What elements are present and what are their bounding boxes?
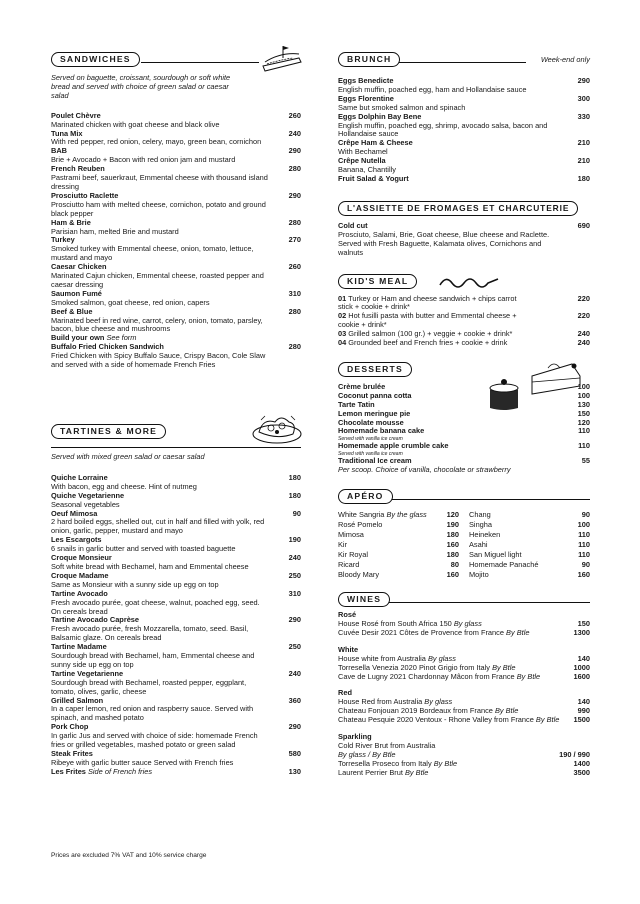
list-item: Heineken 110 bbox=[469, 530, 590, 540]
divider-line bbox=[51, 447, 301, 448]
list-item: Saumon Fumé 310 Smoked salmon, goat cheese, red onion, capers bbox=[51, 288, 301, 307]
list-item: Crêpe Ham & Cheese 210 With Bechamel bbox=[338, 138, 590, 157]
list-item: Beef & Blue 280 Marinated beef in red wine, carrot, celery, onion, tomato, parsley, bacon, blue cheese and mushrooms bbox=[51, 306, 301, 334]
list-item: White Sangria By the glass 120 bbox=[338, 510, 459, 520]
list-item: Chocolate mousse 120 bbox=[338, 417, 590, 427]
wine-category: White bbox=[338, 644, 359, 654]
list-item: Poulet Chèvre 260 Marinated chicken with goat cheese and black olive bbox=[51, 110, 301, 129]
divider-line bbox=[141, 62, 259, 63]
sandwich-illustration bbox=[259, 44, 305, 74]
sandwiches-title: SANDWICHES bbox=[51, 52, 140, 67]
list-item: Kir 160 bbox=[338, 540, 459, 550]
list-item: Coconut panna cotta 100 bbox=[338, 390, 590, 400]
cake-illustration bbox=[488, 350, 588, 412]
list-item: Quiche Vegetarienne 180 Seasonal vegetables bbox=[51, 490, 301, 509]
list-item: Tartine Avocado Caprèse 290 Fresh avocado purée, fresh Mozzarella, tomato, seed. Basil, Balsamic glaze. On cereals bread bbox=[51, 615, 301, 643]
list-item: Mojito 160 bbox=[469, 570, 590, 580]
desserts-title: DESSERTS bbox=[338, 362, 412, 377]
list-item: Chang 90 bbox=[469, 510, 590, 520]
list-item: Tartine Vegetarienne 240 Sourdough bread with Bechamel, roasted pepper, eggplant, tomato, olives, garlic, cheese bbox=[51, 668, 301, 696]
list-item: Cold River Brut from Australia bbox=[338, 740, 436, 750]
list-item: Oeuf Mimosa 90 2 hard boiled eggs, shelled out, cut in half and filled with yolk, red onion, garlic, pepper, mustard and mayo bbox=[51, 508, 301, 536]
list-item: Pork Chop 290 In garlic Jus and served with choice of side: homemade French fries or grilled vegetables, mashed potato or green salad bbox=[51, 722, 301, 750]
list-item: Traditional Ice cream 55 bbox=[338, 456, 590, 466]
kids-list bbox=[338, 295, 590, 348]
list-item: Build your own See form bbox=[51, 333, 137, 343]
wine-category: Sparkling bbox=[338, 732, 372, 742]
list-item: Mimosa 180 bbox=[338, 530, 459, 540]
desserts-footer: Per scoop. Choice of vanilla, chocolate or strawberry bbox=[338, 465, 511, 475]
list-item: Ricard 80 bbox=[338, 560, 459, 570]
list-item: Lemon meringue pie 150 bbox=[338, 408, 590, 418]
list-item: French Reuben 280 Pastrami beef, sauerkraut, Emmental cheese with thousand island dressing bbox=[51, 164, 301, 191]
list-item: Tuna Mix 240 With red pepper, red onion, celery, mayo, green bean, cornichon bbox=[51, 128, 301, 147]
brunch-list bbox=[338, 77, 590, 184]
list-item: Grilled Salmon 360 In a caper lemon, red onion and raspberry sauce. Served with spinach, and mashed potato bbox=[51, 695, 301, 723]
list-item: Les Escargots 190 6 snails in garlic butter and served with toasted baguette bbox=[51, 535, 301, 554]
list-item: 01 Turkey or Ham and cheese sandwich + chips carrot stick + cookie + drink* 220 bbox=[338, 293, 590, 312]
tartines-subtitle: Served with mixed green salad or caesar salad bbox=[51, 452, 205, 461]
list-item: Torresella Proseco from Italy By Btle 1400 bbox=[338, 758, 590, 768]
divider-line bbox=[386, 602, 590, 603]
fromages-title: L'ASSIETTE DE FROMAGES ET CHARCUTERIE bbox=[338, 201, 578, 216]
list-item: Tartine Avocado 310 Fresh avocado purée, goat cheese, walnut, poached egg, seed. On cereals bread bbox=[51, 588, 301, 616]
list-item: 03 Grilled salmon (100 gr.) + veggie + cookie + drink* 240 bbox=[338, 329, 590, 339]
divider-line bbox=[396, 62, 526, 63]
list-item: San Miguel light 110 bbox=[469, 550, 590, 560]
list-item: Asahi 110 bbox=[469, 540, 590, 550]
sandwiches-subtitle: Served on baguette, croissant, sourdough or soft white bread and served with choice of green salad or caesar salad bbox=[51, 73, 231, 100]
list-item: Tartine Madame 250 Sourdough bread with Bechamel, ham, Emmental cheese and sunny side up egg on top bbox=[51, 642, 301, 669]
list-item: Crème brulée 100 bbox=[338, 381, 590, 391]
list-item: Buffalo Fried Chicken Sandwich 280 Fried Chicken with Spicy Buffalo Sauce, Crispy Bacon, Cole Slaw and served with a side of homemade French Fries bbox=[51, 342, 301, 370]
wines-title: WINES bbox=[338, 592, 390, 607]
apero-left-list bbox=[338, 510, 459, 580]
list-item: Steak Frites 580 Ribeye with garlic butter sauce Served with French fries bbox=[51, 749, 301, 767]
right-column bbox=[338, 52, 590, 778]
list-item: Kir Royal 180 bbox=[338, 550, 459, 560]
list-item: House white from Australia By glass 140 bbox=[338, 653, 590, 663]
list-item: Bloody Mary 160 bbox=[338, 570, 459, 580]
kids-section bbox=[338, 274, 590, 348]
list-item: Les Frites Side of French fries 130 bbox=[51, 766, 301, 776]
footnote: Prices are excluded 7% VAT and 10% service charge bbox=[51, 852, 207, 859]
desserts-section bbox=[338, 362, 590, 475]
apero-table bbox=[338, 510, 590, 580]
list-item: Croque Monsieur 240 Soft white bread with Bechamel, ham and Emmental cheese bbox=[51, 553, 301, 571]
list-item: 04 Grounded beef and French fries + cookie + drink 240 bbox=[338, 338, 590, 348]
list-item: Chateau Fonjouan 2019 Bordeaux from France By Btle 990 bbox=[338, 706, 590, 716]
wines-group-sparkling bbox=[338, 733, 590, 778]
list-item: BAB 290 Brie + Avocado + Bacon with red onion jam and mustard bbox=[51, 146, 301, 165]
tartines-title: TARTINES & MORE bbox=[51, 424, 166, 439]
list-item: Turkey 270 Smoked turkey with Emmental cheese, onion, tomato, lettuce, mustard and mayo bbox=[51, 235, 301, 263]
squiggle-decoration bbox=[438, 275, 500, 289]
left-column bbox=[51, 52, 301, 777]
list-item: Fruit Salad & Yogurt 180 bbox=[338, 173, 590, 183]
list-item: Singha 100 bbox=[469, 520, 590, 530]
list-item: Prosciutto Raclette 290 Prosciutto ham with melted cheese, cornichon, potato and ground black pepper bbox=[51, 190, 301, 218]
brunch-title: BRUNCH bbox=[338, 52, 400, 67]
list-item: Tarte Tatin 130 bbox=[338, 399, 590, 409]
apero-right-list bbox=[469, 510, 590, 580]
list-item: Homemade Panaché 90 bbox=[469, 560, 590, 570]
tartines-list bbox=[51, 474, 301, 777]
tartines-section bbox=[51, 424, 301, 777]
wine-category: Red bbox=[338, 688, 352, 698]
plate-illustration bbox=[251, 410, 303, 446]
sandwiches-list bbox=[51, 112, 301, 370]
list-item: Cuvée Desir 2021 Côtes de Provence from France By Btle 1300 bbox=[338, 627, 590, 637]
list-item: Quiche Lorraine 180 With bacon, egg and cheese. Hint of nutmeg bbox=[51, 472, 301, 491]
wines-section bbox=[338, 592, 590, 778]
list-item: Eggs Benedicte 290 English muffin, poached egg, ham and Hollandaise sauce bbox=[338, 76, 590, 94]
wines-group-red bbox=[338, 689, 590, 725]
list-item: House Red from Australia By glass 140 bbox=[338, 697, 590, 707]
list-item: Ham & Brie 280 Parisian ham, melted Brie and mustard bbox=[51, 217, 301, 236]
wines-group-rose bbox=[338, 611, 590, 638]
list-item: Cold cut 690 Prosciuto, Salami, Brie, Goat cheese, Blue cheese and Raclette. Served with Fresh Baguette, Kalamata olives, Cornichons and walnuts bbox=[338, 220, 590, 257]
wines-group-white bbox=[338, 646, 590, 682]
sandwiches-section bbox=[51, 52, 301, 404]
brunch-section bbox=[338, 52, 590, 184]
divider-line bbox=[386, 499, 590, 500]
list-item: Eggs Dolphin Bay Bene 330 English muffin, poached egg, shrimp, avocado salsa, bacon and Hollandaise sauce bbox=[338, 111, 590, 139]
list-item: Cave de Lugny 2021 Chardonnay Mâcon from France By Btle 1600 bbox=[338, 671, 590, 681]
kids-title: KID'S MEAL bbox=[338, 274, 417, 289]
list-item: Chateau Pesquie 2020 Ventoux - Rhone Valley from France By Btle 1500 bbox=[338, 715, 590, 725]
list-item: Crêpe Nutella 210 Banana, Chantilly bbox=[338, 156, 590, 175]
apero-title: APÉRO bbox=[338, 489, 393, 504]
list-item: 02 Hot fusilli pasta with butter and Emmental cheese + cookie + drink* 220 bbox=[338, 311, 590, 330]
list-item: Rosé Pomelo 190 bbox=[338, 520, 459, 530]
brunch-note: Week-end only bbox=[540, 55, 590, 64]
wine-category: Rosé bbox=[338, 610, 357, 620]
list-item: Caesar Chicken 260 Marinated Cajun chicken, Emmental cheese, roasted pepper and caesar dressing bbox=[51, 262, 301, 289]
list-item: Homemade banana cake 110 Served with vanilla ice cream bbox=[338, 426, 590, 443]
list-item: Homemade apple crumble cake 110 Served with vanilla ice cream bbox=[338, 441, 590, 458]
list-item: House Rosé from South Africa 150 By glass 150 bbox=[338, 619, 590, 628]
list-item: Torresella Venezia 2020 Pinot Grigio from Italy By Btle 1000 bbox=[338, 662, 590, 672]
list-item: Croque Madame 250 Same as Monsieur with a sunny side up egg on top bbox=[51, 570, 301, 589]
list-item: Eggs Florentine 300 Same but smoked salmon and spinach bbox=[338, 93, 590, 112]
fromages-section bbox=[338, 201, 590, 258]
list-item: By glass / By Btle 190 / 990 bbox=[338, 749, 590, 759]
list-item: Laurent Perrier Brut By Btle 3500 bbox=[338, 767, 590, 777]
apero-section bbox=[338, 489, 590, 580]
